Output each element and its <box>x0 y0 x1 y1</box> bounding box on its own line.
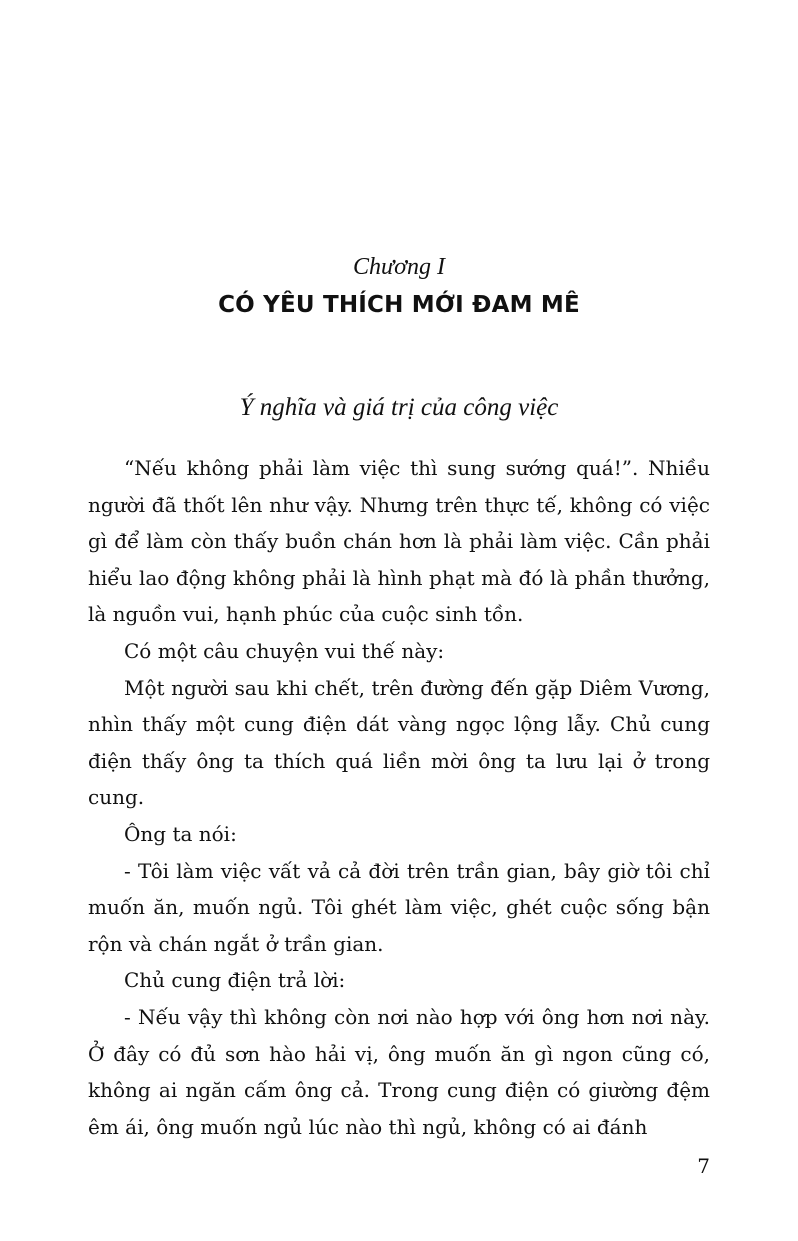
section-title: Ý nghĩa và giá trị của công việc <box>239 394 559 421</box>
page-number: 7 <box>697 1154 710 1178</box>
paragraph: Một người sau khi chết, trên đường đến gặp Diêm Vương, nhìn thấy một cung điện dát vàng ngọc lộng lẫy. Chủ cung điện thấy ông ta thích quá liền mời ông ta lưu lại ở trong cung. <box>88 675 710 810</box>
paragraph: - Nếu vậy thì không còn nơi nào hợp với ông hơn nơi này. Ở đây có đủ sơn hào hải vị, ông muốn ăn gì ngon cũng có, không ai ngăn cấm ông cả. Trong cung điện có giường đệm êm ái, ông muốn ngủ lúc nào thì ngủ, không có ai đánh <box>88 1004 710 1139</box>
paragraph: Có một câu chuyện vui thế này: <box>124 638 445 663</box>
paragraph: Chủ cung điện trả lời: <box>124 968 346 993</box>
paragraph: - Tôi làm việc vất vả cả đời trên trần gian, bây giờ tôi chỉ muốn ăn, muốn ngủ. Tôi ghét làm việc, ghét cuộc sống bận rộn và chán ngắt ở trần gian. <box>88 858 710 956</box>
chapter-title: CÓ YÊU THÍCH MỚI ĐAM MÊ <box>218 292 580 318</box>
chapter-label: Chương I <box>353 254 445 280</box>
paragraph: “Nếu không phải làm việc thì sung sướng quá!”. Nhiều người đã thốt lên như vậy. Nhưng trên thực tế, không có việc gì để làm còn thấy buồn chán hơn là phải làm việc. Cần phải hiểu lao động không phải là hình phạt mà đó là phần thưởng, là nguồn vui, hạnh phúc của cuộc sinh tồn. <box>88 456 710 627</box>
paragraph: Ông ta nói: <box>124 821 237 846</box>
body-text <box>88 450 710 1145</box>
